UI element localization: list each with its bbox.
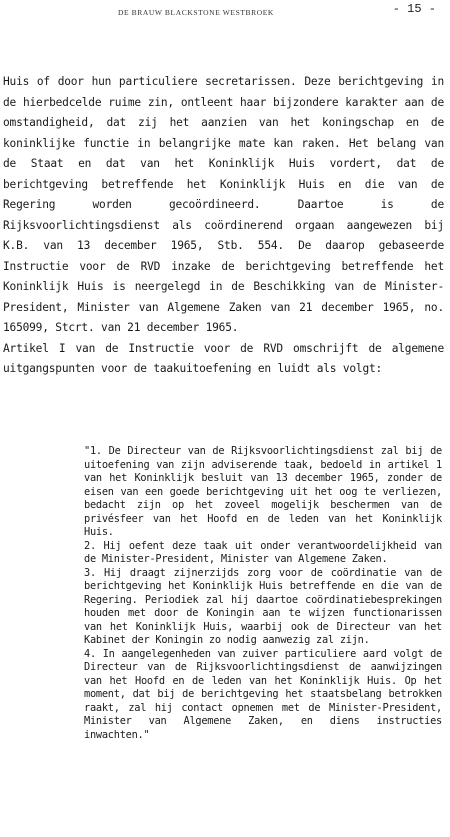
page-number: - 15 - <box>392 2 436 16</box>
quote-item-4: 4. In aangelegenheden van zuiver particuliere aard volgt de Directeur van de Rijksvoorlichtingsdienst de aanwijzingen van het Hoofd en de leden van het Koninklijk Huis. Op het moment, dat bij de berichtgeving het staatsbelang betrokken raakt, zal hij contact opnemen met de Minister-President, Minister van Algemene Zaken, en diens instructies inwachten." <box>84 647 442 741</box>
letterhead: DE BRAUW BLACKSTONE WESTBROEK <box>118 8 274 17</box>
quote-item-1: "1. De Directeur van de Rijksvoorlichtingsdienst zal bij de uitoefening van zijn adviserende taak, bedoeld in artikel 1 van het Koninklijk besluit van 13 december 1965, zonder de eisen van een goede berichtgeving uit het oog te verliezen, bedacht zijn op het zoveel mogelijk beschermen van de privésfeer van het Hoofd en de leden van het Koninklijk Huis. <box>84 445 442 538</box>
quoted-instruction <box>84 445 442 742</box>
paragraph-2: Artikel I van de Instructie voor de RVD omschrijft de algemene uitgangspunten voor de taakuitoefening en luidt als volgt: <box>3 341 444 375</box>
body-text <box>3 72 444 380</box>
paragraph-1: Huis of door hun particuliere secretarissen. Deze berichtgeving in de hierbedcelde ruime zin, ontleent haar bijzondere karakter aan de omstandigheid, dat zij het aanzien van het koningschap en de koninklijke functie in belangrijke mate kan raken. Het belang van de Staat en dat van het Koninklijk Huis vordert, dat de berichtgeving betreffende het Koninklijk Huis en die van de Regering worden gecoördineerd. Daartoe is de Rijksvoorlichtingsdienst als coördinerend orgaan aangewezen bij K.B. van 13 december 1965, Stb. 554. De daarop gebaseerde Instructie voor de RVD inzake de berichtgeving betreffende het Koninklijk Huis is neergelegd in de Beschikking van de Minister-President, Minister van Algemene Zaken van 21 december 1965, no. 165099, Stcrt. van 21 december 1965. <box>3 75 444 334</box>
quote-item-2: 2. Hij oefent deze taak uit onder verantwoordelijkheid van de Minister-President, Minister van Algemene Zaken. <box>84 539 442 565</box>
quote-item-3: 3. Hij draagt zijnerzijds zorg voor de coördinatie van de berichtgeving het Koninklijk Huis betreffende en die van de Regering. Periodiek zal hij daartoe coördinatiebesprekingen houden met door de Koningin aan te wijzen functionarissen van het Koninklijk Huis, waarbij ook de Directeur van het Kabinet der Koningin zo nodig aanwezig zal zijn. <box>84 566 442 646</box>
